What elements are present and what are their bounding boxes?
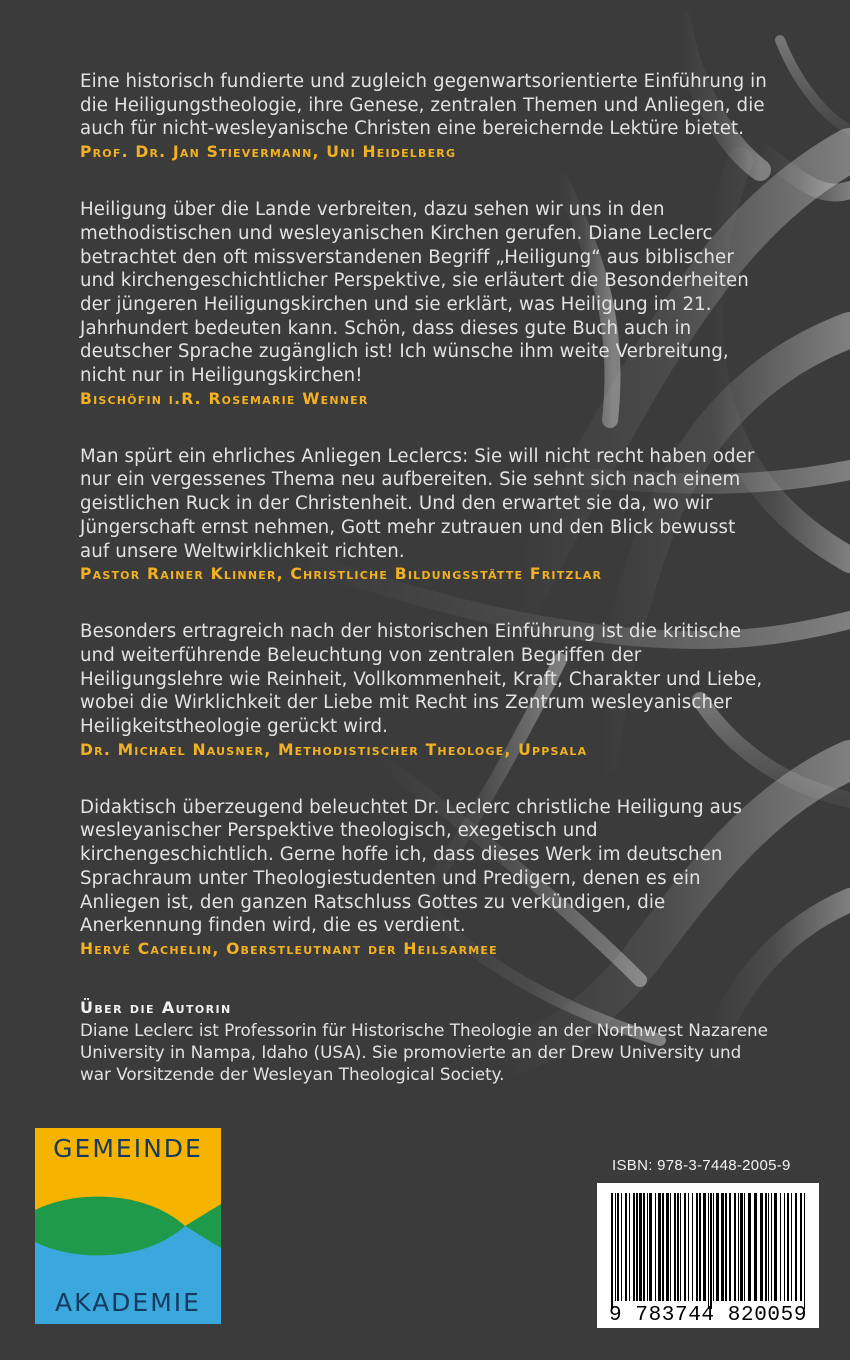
barcode-bar bbox=[696, 1193, 698, 1301]
barcode-bar bbox=[643, 1193, 645, 1301]
about-author bbox=[80, 997, 770, 1085]
barcode-bar bbox=[780, 1193, 781, 1301]
quote-text: Heiligung über die Lande verbreiten, dazu sehen wir uns in den methodistischen und wesleyanischen Kirchen gerufen. Diane Leclerc betrachtet den oft missverstandenen Begriff „Heiligung“ aus biblischer und kirchengeschichtlicher Perspektive, sie erläutert die Besonderheiten der jüngeren Heiligungskirchen und sie erklärt, was Heiligung im 21. Jahrhundert bedeuten kann. Schön, dass dieses gute Buch auch in deutscher Sprache zugänglich ist! Ich wünsche ihm weite Verbreitung, nicht nur in Heiligungskirchen! bbox=[80, 199, 749, 387]
quote-text: Besonders ertragreich nach der historischen Einführung ist die kritische und weiterführende Beleuchtung von zentralen Begriffen der Heiligungslehre wie Reinheit, Vollkommenheit, Kraft, Charakter und Liebe, wobei die Wirklichkeit der Liebe mit Recht ins Zentrum wesleyanischer Heiligkeitstheologie gerückt wird. bbox=[80, 621, 763, 738]
barcode-bar bbox=[655, 1193, 656, 1301]
quote-4 bbox=[80, 620, 770, 762]
quote-5 bbox=[80, 796, 770, 961]
barcode-bar bbox=[636, 1193, 638, 1301]
barcode-bar bbox=[721, 1193, 724, 1301]
barcode-bar bbox=[713, 1193, 714, 1301]
barcode-bar bbox=[800, 1193, 802, 1301]
barcode-bar bbox=[615, 1193, 616, 1301]
barcode-bar bbox=[699, 1193, 701, 1301]
barcode-bar bbox=[647, 1193, 648, 1301]
quote-text: Eine historisch fundierte und zugleich gegenwartsorientierte Einführung in die Heiligungstheologie, ihre Genese, zentralen Themen und Anliegen, die auch für nicht-wesleyanische Christen eine bereichernde Lektüre bietet. bbox=[80, 71, 767, 140]
barcode-bar bbox=[716, 1193, 719, 1301]
quote-author: Dr. Michael Nausner, Methodistischer Theologe, Uppsala bbox=[80, 740, 588, 759]
barcode-bar bbox=[649, 1193, 652, 1301]
about-text: Diane Leclerc ist Professorin für Historische Theologie an der Northwest Nazarene University in Nampa, Idaho (USA). Sie promovierte an der Drew University und war Vorsitzende der Wesleyan Theological Society. bbox=[80, 1020, 769, 1084]
barcode-bar bbox=[662, 1193, 664, 1301]
barcode-bar bbox=[633, 1193, 635, 1301]
logo-word-bottom: AKADEMIE bbox=[55, 1288, 201, 1317]
fish-icon bbox=[35, 1188, 221, 1268]
barcode-bar bbox=[725, 1193, 727, 1301]
barcode-bar bbox=[760, 1193, 763, 1301]
quote-1 bbox=[80, 70, 770, 164]
barcode-bar bbox=[677, 1193, 679, 1301]
barcode-bar bbox=[621, 1193, 622, 1301]
barcode-bar bbox=[771, 1193, 772, 1301]
barcode-bar bbox=[744, 1193, 745, 1301]
barcode-bar bbox=[729, 1193, 731, 1301]
barcode-bar bbox=[710, 1193, 712, 1309]
barcode-bar bbox=[708, 1193, 709, 1309]
barcode bbox=[597, 1183, 819, 1328]
quote-text: Didaktisch überzeugend beleuchtet Dr. Leclerc christliche Heiligung aus wesleyanischer Perspektive theologisch, exegetisch und kirchengeschichtlich. Gerne hoffe ich, dass dieses Werk im deutschen Sprachraum unter Theologiestudenten und Predigern, denen es ein Anliegen ist, den ganzen Ratschluss Gottes zu verkündigen, die Anerkennung finden wird, die es verdient. bbox=[80, 796, 743, 937]
barcode-bar bbox=[666, 1193, 669, 1301]
barcode-bar bbox=[774, 1193, 777, 1301]
barcode-bar bbox=[703, 1193, 706, 1301]
barcode-bar bbox=[784, 1193, 785, 1301]
quote-3 bbox=[80, 445, 770, 587]
logo-word-top: GEMEINDE bbox=[53, 1134, 203, 1163]
gemeinde-akademie-logo bbox=[35, 1128, 221, 1324]
quote-2 bbox=[80, 198, 770, 411]
barcode-bar bbox=[680, 1193, 681, 1301]
barcode-digits: 9 783744 820059 bbox=[608, 1304, 808, 1327]
barcode-bar bbox=[658, 1193, 661, 1301]
barcode-bar bbox=[740, 1193, 743, 1301]
barcode-bar bbox=[629, 1193, 630, 1301]
about-heading: Über die Autorin bbox=[80, 998, 232, 1017]
quote-author: Hervé Cachelin, Oberstleutnant der Heilsarmee bbox=[80, 939, 498, 958]
barcode-bar bbox=[754, 1193, 757, 1301]
barcode-bar bbox=[617, 1193, 619, 1301]
barcode-bar bbox=[611, 1193, 613, 1309]
barcode-bar bbox=[670, 1193, 671, 1301]
quote-author: Prof. Dr. Jan Stievermann, Uni Heidelberg bbox=[80, 143, 457, 162]
barcode-bar bbox=[787, 1193, 789, 1301]
barcode-bar bbox=[765, 1193, 767, 1301]
barcode-bar bbox=[674, 1193, 676, 1301]
barcode-bar bbox=[692, 1193, 693, 1301]
barcode-bar bbox=[795, 1193, 797, 1301]
quote-text: Man spürt ein ehrliches Anliegen Leclercs: Sie will nicht recht haben oder nur ein vergessenes Thema neu aufbereiten. Sie sehnt sich nach einem geistlichen Ruck in der Christenheit. Und den erwartet sie da, wo wir Jüngerschaft ernst nehmen, Gott mehr zutrauen und den Blick bewusst auf unsere Weltwirklichkeit richten. bbox=[80, 445, 755, 562]
isbn-label: ISBN: 978-3-7448-2005-9 bbox=[612, 1157, 791, 1174]
barcode-bar bbox=[768, 1193, 769, 1301]
barcode-bar bbox=[625, 1193, 627, 1301]
barcode-bar bbox=[734, 1193, 736, 1301]
barcode-bar bbox=[688, 1193, 689, 1301]
barcode-bar bbox=[684, 1193, 686, 1301]
quote-author: Pastor Rainer Klinner, Christliche Bildungsstätte Fritzlar bbox=[80, 565, 603, 584]
endorsements bbox=[80, 70, 770, 995]
barcode-bar bbox=[791, 1193, 792, 1301]
barcode-bar bbox=[639, 1193, 642, 1301]
barcode-bar bbox=[804, 1193, 805, 1309]
barcode-bar bbox=[738, 1193, 739, 1301]
barcode-bar bbox=[748, 1193, 751, 1301]
quote-author: Bischöfin i.R. Rosemarie Wenner bbox=[80, 389, 369, 408]
